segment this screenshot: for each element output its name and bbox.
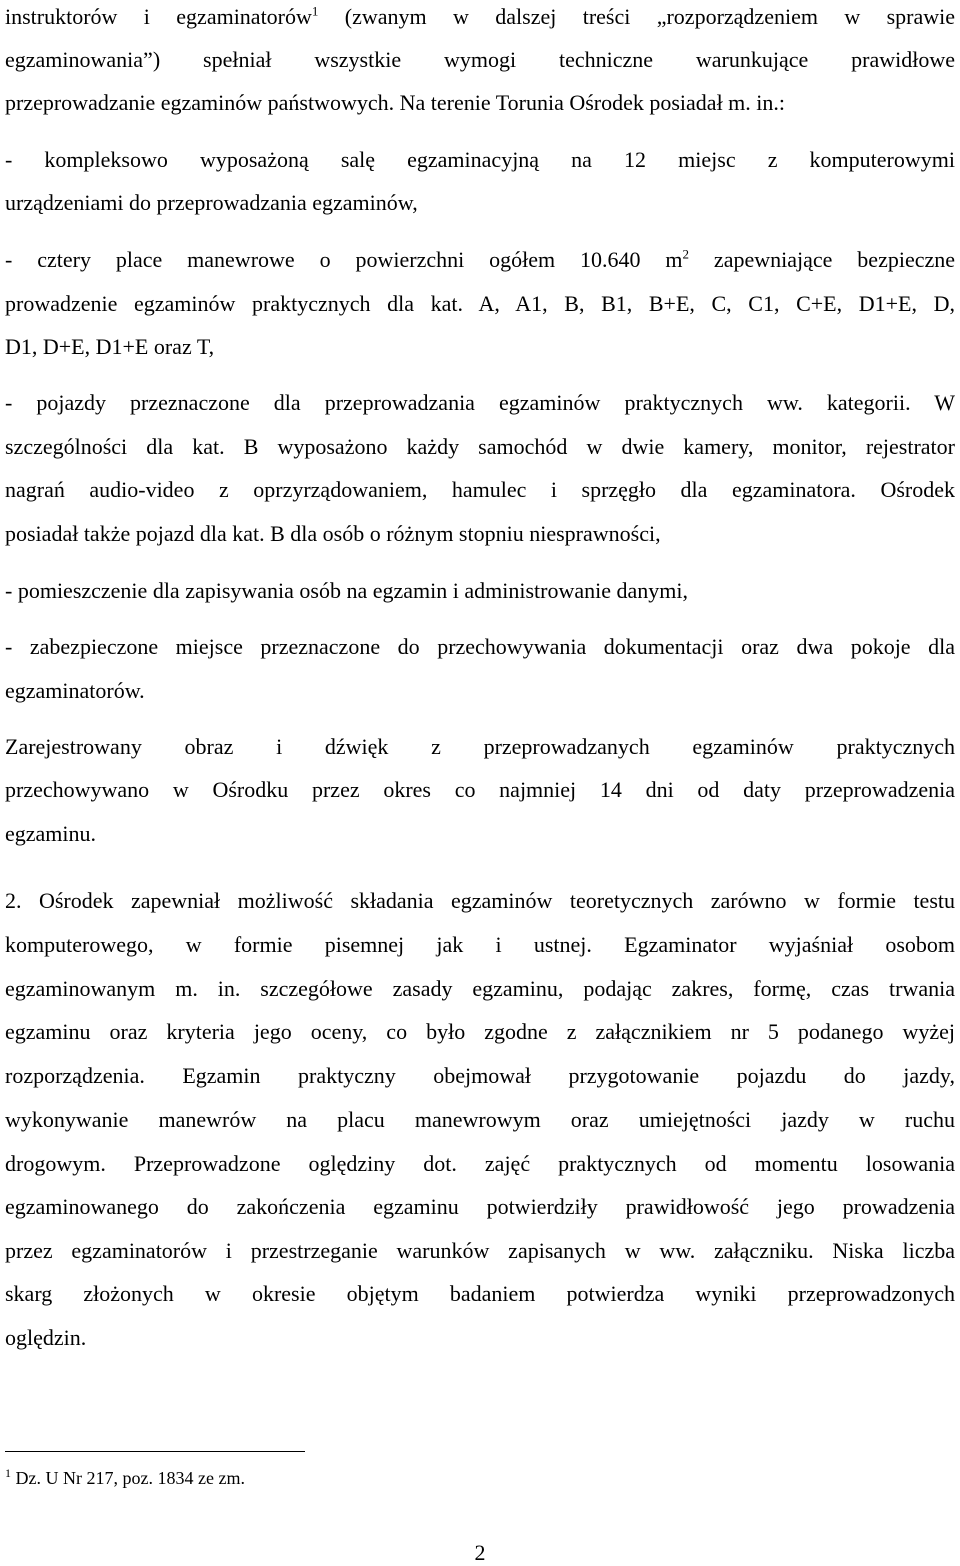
body-line-8: D1, D+E, D1+E oraz T, <box>5 334 215 359</box>
section-2-line-1: 2. Ośrodek zapewniał możliwość składania egzaminów teoretycznych zarówno w formie testu <box>5 888 955 913</box>
list-item-maneuver-yards <box>5 246 955 274</box>
section-2-line-3: egzaminowanym m. in. szczegółowe zasady egzaminu, podając zakres, formę, czas trwania <box>5 976 955 1001</box>
footnote-separator <box>5 1451 305 1452</box>
body-line-2: egzaminowania”) spełniał wszystkie wymogi techniczne warunkujące prawidłowe <box>5 47 955 72</box>
section-2-line-2: komputerowego, w formie pisemnej jak i ustnej. Egzaminator wyjaśniał osobom <box>5 932 955 957</box>
body-line-5: urządzeniami do przeprowadzania egzaminów, <box>5 190 418 215</box>
footnote <box>5 1466 245 1490</box>
list-item-document-storage: - zabezpieczone miejsce przeznaczone do przechowywania dokumentacji oraz dwa pokoje dla <box>5 634 955 659</box>
text-segment: - cztery place manewrowe o powierzchni ogółem 10.640 m <box>5 247 683 272</box>
body-line-15: egzaminatorów. <box>5 678 145 703</box>
body-line-3: przeprowadzanie egzaminów państwowych. Na terenie Torunia Ośrodek posiadał m. in.: <box>5 90 786 115</box>
footnote-text: Dz. U Nr 217, poz. 1834 ze zm. <box>11 1468 245 1488</box>
text-segment: instruktorów i egzaminatorów <box>5 4 312 29</box>
section-2-line-11: oględzin. <box>5 1325 87 1350</box>
list-item-exam-room: - kompleksowo wyposażoną salę egzaminacyjną na 12 miejsc z komputerowymi <box>5 147 955 172</box>
text-segment: zapewniające bezpieczne <box>689 247 955 272</box>
text-segment: (zwanym w dalszej treści „rozporządzeniem w sprawie <box>318 4 955 29</box>
section-2-line-4: egzaminu oraz kryteria jego oceny, co było zgodne z załącznikiem nr 5 podanego wyżej <box>5 1019 955 1044</box>
list-item-vehicles: - pojazdy przeznaczone dla przeprowadzania egzaminów praktycznych ww. kategorii. W <box>5 390 955 415</box>
section-2-line-5: rozporządzenia. Egzamin praktyczny obejmował przygotowanie pojazdu do jazdy, <box>5 1063 955 1088</box>
section-2-line-10: skarg złożonych w okresie objętym badaniem potwierdza wyniki przeprowadzonych <box>5 1281 955 1306</box>
section-2-line-8: egzaminowanego do zakończenia egzaminu potwierdziły prawidłowość jego prowadzenia <box>5 1194 955 1219</box>
page-number: 2 <box>474 1540 486 1565</box>
footnote-reference[interactable]: 1 <box>311 3 319 19</box>
body-line-12: posiadał także pojazd dla kat. B dla osób o różnym stopniu niesprawności, <box>5 521 661 546</box>
superscript-square: 2 <box>682 246 690 262</box>
section-2-line-6: wykonywanie manewrów na placu manewrowym oraz umiejętności jazdy w ruchu <box>5 1107 955 1132</box>
footnote-marker: 1 <box>5 1466 11 1480</box>
section-2-line-7: drogowym. Przeprowadzone oględziny dot. zajęć praktycznych od momentu losowania <box>5 1151 955 1176</box>
section-2-line-9: przez egzaminatorów i przestrzeganie warunków zapisanych w ww. załączniku. Niska liczba <box>5 1238 955 1263</box>
paragraph-recording-line-2: przechowywano w Ośrodku przez okres co najmniej 14 dni od daty przeprowadzenia <box>5 777 955 802</box>
body-line-11: nagrań audio-video z oprzyrządowaniem, hamulec i sprzęgło dla egzaminatora. Ośrodek <box>5 477 955 502</box>
paragraph-recording-line-1: Zarejestrowany obraz i dźwięk z przeprowadzanych egzaminów praktycznych <box>5 734 955 759</box>
list-item-registration-room: - pomieszczenie dla zapisywania osób na egzamin i administrowanie danymi, <box>5 578 688 603</box>
body-line-1 <box>5 3 955 31</box>
body-line-10: szczególności dla kat. B wyposażono każdy samochód w dwie kamery, monitor, rejestrator <box>5 434 955 459</box>
body-line-7: prowadzenie egzaminów praktycznych dla kat. A, A1, B, B1, B+E, C, C1, C+E, D1+E, D, <box>5 291 955 316</box>
paragraph-recording-line-3: egzaminu. <box>5 821 97 846</box>
